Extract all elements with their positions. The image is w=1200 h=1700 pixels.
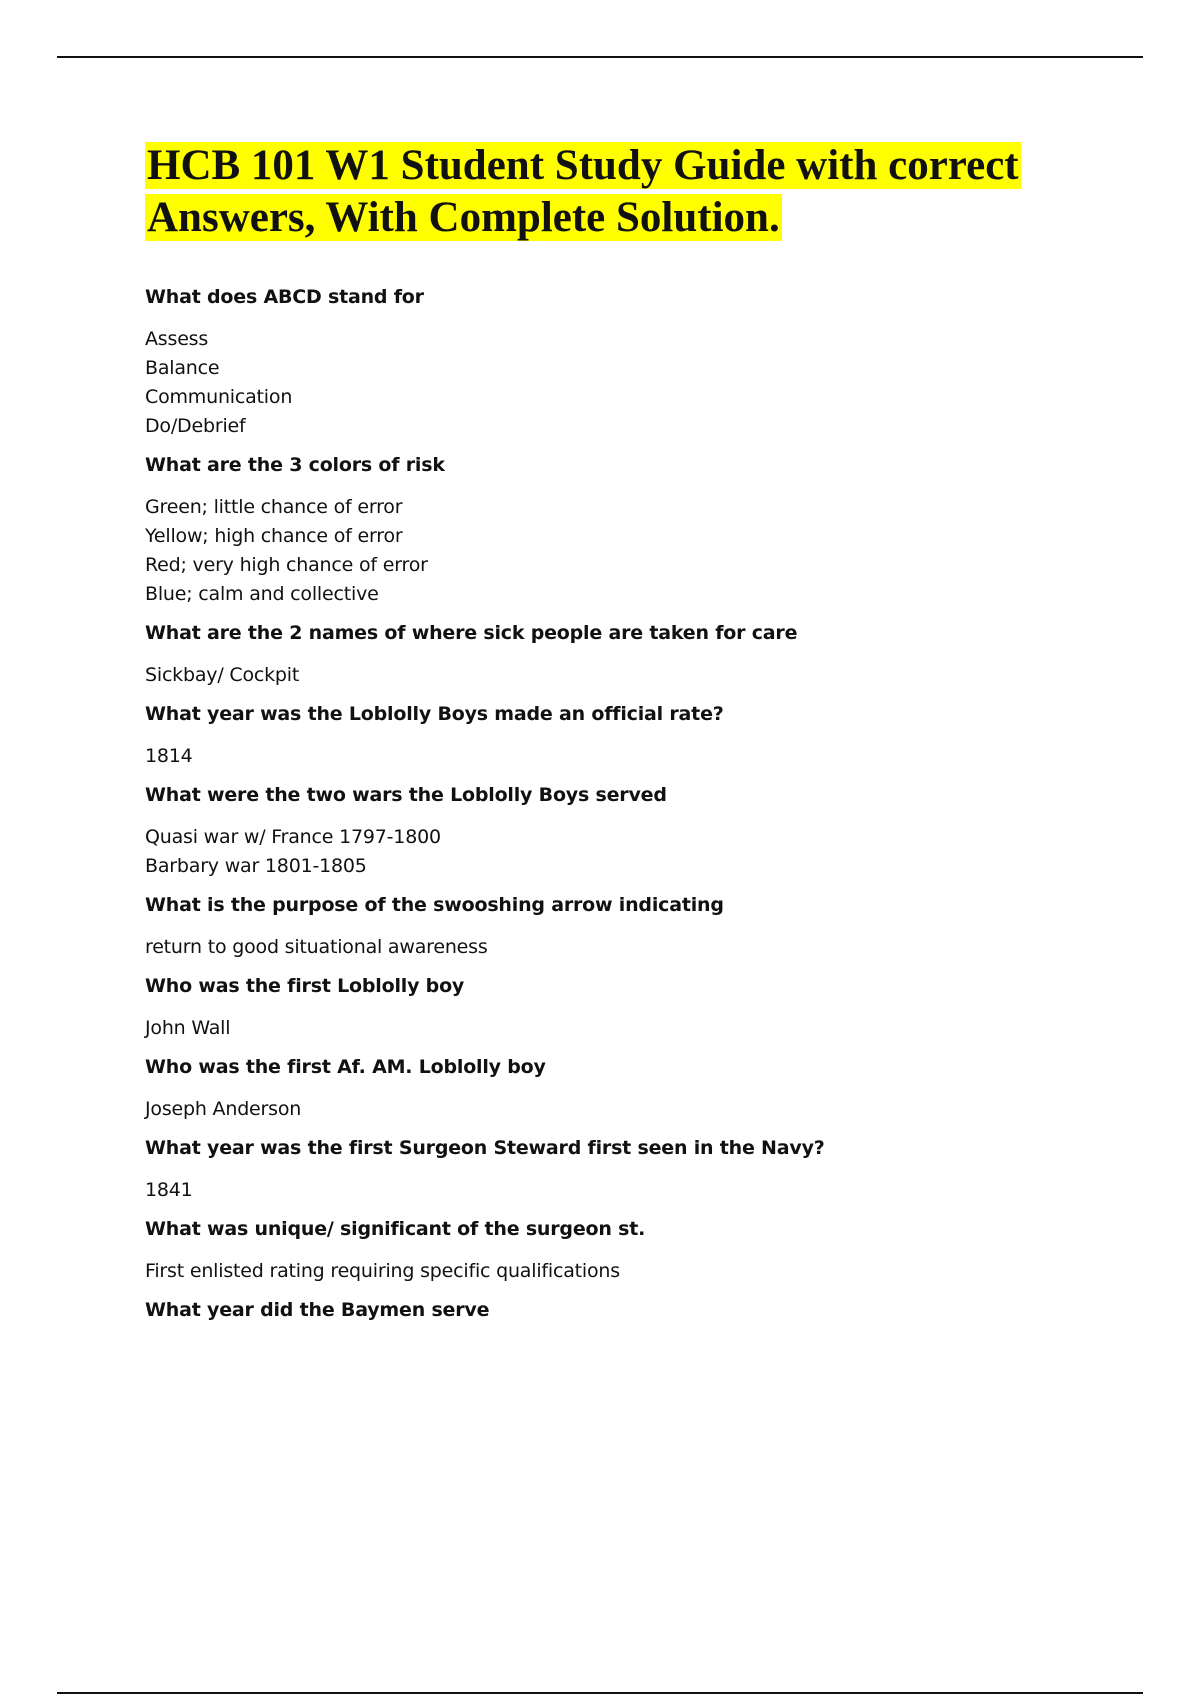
answer-8 [145,1095,1105,1124]
question-1: What does ABCD stand for [145,286,424,308]
answer-9 [145,1176,1105,1205]
question-9: What year was the first Surgeon Steward first seen in the Navy? [145,1137,825,1159]
document-body [145,140,1105,1338]
question-7: Who was the first Loblolly boy [145,975,465,997]
answer-line: Blue; calm and collective [145,583,379,605]
answer-4 [145,742,1105,771]
question-5: What were the two wars the Loblolly Boys served [145,784,667,806]
answer-7 [145,1014,1105,1043]
question-4: What year was the Loblolly Boys made an official rate? [145,703,724,725]
document-title [145,140,1105,244]
answer-line: 1841 [145,1179,193,1201]
answer-line: 1814 [145,745,193,767]
answer-line: Joseph Anderson [145,1098,302,1120]
answer-line: Quasi war w/ France 1797-1800 [145,826,441,848]
answer-1 [145,325,1105,441]
answer-5 [145,823,1105,881]
answer-3 [145,661,1105,690]
question-10: What was unique/ significant of the surgeon st. [145,1218,646,1240]
question-3: What are the 2 names of where sick people are taken for care [145,622,798,644]
bottom-rule [57,1692,1143,1694]
answer-line: Red; very high chance of error [145,554,428,576]
answer-line: Sickbay/ Cockpit [145,664,300,686]
question-8: Who was the first Af. AM. Loblolly boy [145,1056,546,1078]
answer-line: Do/Debrief [145,415,246,437]
answer-line: Balance [145,357,220,379]
answer-line: Communication [145,386,293,408]
qa-list [145,285,1105,1322]
answer-2 [145,493,1105,609]
answer-6 [145,933,1105,962]
answer-line: Green; little chance of error [145,496,403,518]
answer-line: Assess [145,328,209,350]
answer-10 [145,1257,1105,1286]
answer-line: John Wall [145,1017,231,1039]
answer-line: return to good situational awareness [145,936,488,958]
top-rule [57,56,1143,58]
question-11: What year did the Baymen serve [145,1299,490,1321]
answer-line: Barbary war 1801-1805 [145,855,367,877]
question-2: What are the 3 colors of risk [145,454,445,476]
answer-line: First enlisted rating requiring specific qualifications [145,1260,620,1282]
question-6: What is the purpose of the swooshing arrow indicating [145,894,724,916]
title-highlight: HCB 101 W1 Student Study Guide with correct Answers, With Complete Solution. [147,142,1019,241]
answer-line: Yellow; high chance of error [145,525,403,547]
